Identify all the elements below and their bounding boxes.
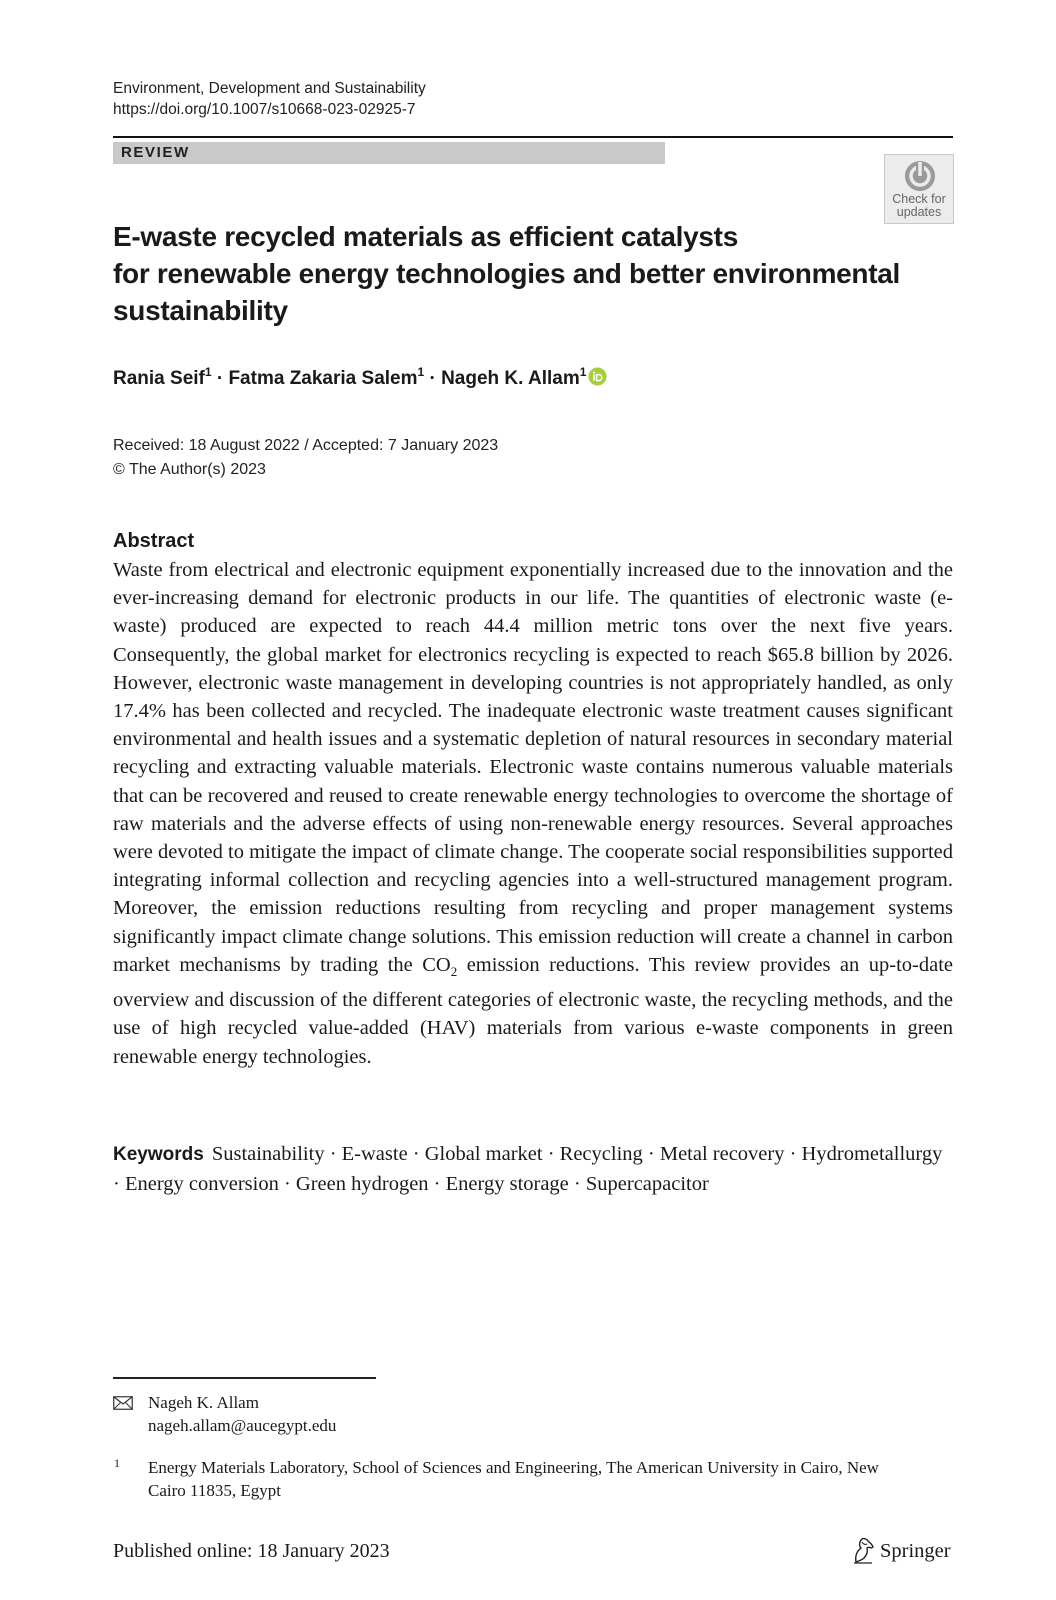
- abstract-text: emission reductions. This review provides an up-to-date overview and discussion of the different categories of electronic waste, the recycling methods, and the use of high recycled value-added (HAV) materials from various e-waste components in green renewable energy technologies.: [113, 953, 954, 1068]
- author-affiliation-mark: 1: [204, 365, 212, 379]
- check-for-updates-badge[interactable]: [884, 154, 954, 224]
- abstract-text: Waste from electrical and electronic equipment exponentially increased due to the innovation and the ever-increasing demand for electronic products in our life. The quantities of electronic waste (e-waste) produced are expected to reach 44.4 million metric tons over the next five years. Consequently, the global market for electronics recycling is expected to reach $65.8 billion by 2026. However, electronic waste management in developing countries is not appropriately handled, as only 17.4% has been collected and recycled. The inadequate electronic waste treatment causes significant environmental and health issues and a systematic depletion of natural resources in secondary material recycling and extracting valuable materials. Electronic waste contains numerous valuable materials that can be recovered and reused to create renewable energy technologies to overcome the shortage of raw materials and the adverse effects of using non-renewable energy resources. Several approaches were devoted to mitigate the impact of climate change. The cooperate social responsibilities supported integrating informal collection and recycling agencies into a well-structured management program. Moreover, the emission reductions resulting from recycling and proper management systems significantly impact climate change solutions. This emission reduction will create a channel in carbon market mechanisms by trading the: [113, 559, 953, 976]
- received-accepted-dates: Received: 18 August 2022 / Accepted: 7 January 2023: [113, 437, 499, 454]
- author-name[interactable]: Fatma Zakaria Salem: [228, 368, 418, 389]
- author-separator: ·: [424, 368, 442, 389]
- copyright-line: © The Author(s) 2023: [113, 461, 266, 478]
- journal-name: Environment, Development and Sustainability: [113, 80, 426, 97]
- author-separator: ·: [211, 368, 229, 389]
- correspondence-block: [148, 1391, 336, 1437]
- author-affiliation-mark: 1: [417, 365, 425, 379]
- title-line: for renewable energy technologies and better environmental: [113, 258, 901, 289]
- springer-horse-icon: [850, 1536, 876, 1569]
- author-affiliation-mark: 1: [579, 365, 587, 379]
- corresponding-author-name: Nageh K. Allam: [148, 1393, 259, 1412]
- title-line: sustainability: [113, 295, 288, 326]
- doi-link[interactable]: https://doi.org/10.1007/s10668-023-02925-7: [113, 101, 416, 118]
- published-online-date: Published online: 18 January 2023: [113, 1540, 390, 1562]
- publisher-name: Springer: [880, 1540, 951, 1562]
- journal-header: [113, 78, 426, 120]
- keywords-block: [113, 1140, 953, 1198]
- check-for-updates-icon: [903, 159, 937, 193]
- corresponding-author-email[interactable]: nageh.allam@aucegypt.edu: [148, 1416, 337, 1435]
- article-dates: [113, 434, 498, 482]
- affiliation-text: Energy Materials Laboratory, School of Sciences and Engineering, The American University in Cairo, New Cairo 11835, Egypt: [148, 1458, 879, 1500]
- abstract-body: [113, 556, 953, 1071]
- abstract-heading: Abstract: [113, 530, 195, 552]
- article-type-band: [113, 142, 665, 164]
- keywords-label: Keywords: [113, 1144, 204, 1165]
- author-name[interactable]: Nageh K. Allam: [441, 368, 580, 389]
- affiliation-number: 1: [114, 1456, 120, 1470]
- envelope-icon: [113, 1396, 133, 1415]
- author-name[interactable]: Rania Seif: [113, 368, 205, 389]
- article-type-label: REVIEW: [121, 144, 190, 161]
- check-for-updates-text: Check for updates: [892, 192, 946, 219]
- author-list: [113, 366, 607, 394]
- keywords-list: Sustainability · E-waste · Global market · Recycling · Metal recovery · Hydrometallurgy · Energy conversion · Green hydrogen · Energy storage · Supercapacitor: [113, 1143, 943, 1195]
- header-rule: [113, 136, 953, 138]
- co2-formula: $CO_2$: [422, 953, 458, 979]
- orcid-icon[interactable]: [588, 367, 607, 394]
- article-title: [113, 218, 913, 329]
- footnote-rule: [113, 1377, 376, 1379]
- title-line: E-waste recycled materials as efficient catalysts: [113, 221, 738, 252]
